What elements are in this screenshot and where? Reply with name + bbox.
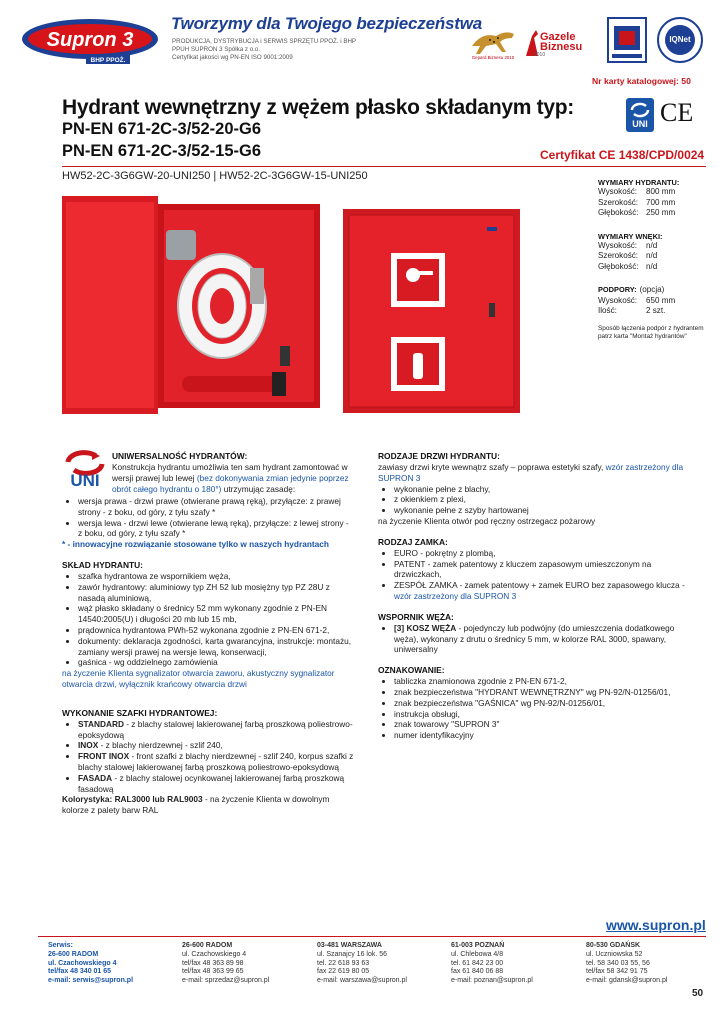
- iqnet-label: IQNet: [669, 35, 691, 44]
- universal-text-part: Konstrukcja hydrantu umożliwia ten sam hydrant zamontować w wersji prawej lub lewej: [112, 462, 348, 483]
- supports-note: Sposób łączenia podpór z hydrantem patrz karta "Montaż hydrantów": [598, 324, 704, 340]
- footer-line: ul. Czachowskiego 4: [182, 950, 247, 958]
- universal-text-part: utrzymując zasadę:: [221, 483, 296, 494]
- footer-line: tel/fax 48 363 89 98: [182, 959, 244, 967]
- footer-gdansk: [586, 942, 706, 986]
- footer-service: [48, 942, 168, 986]
- list-item: • znak towarowy "SUPRON 3": [394, 719, 688, 730]
- list-item: • szafka hydrantowa ze wspornikiem węża,: [78, 571, 354, 582]
- footer-line: tel/fax 48 363 99 65: [182, 968, 244, 976]
- list-item: [78, 773, 354, 795]
- list-item: • znak bezpieczeństwa "GAŚNICA" wg PN-92/N-01256/01,: [394, 698, 688, 709]
- list-item: • zawór hydrantowy: aluminiowy typ ZH 52 lub mosiężny typ PZ 28U z nasadą aluminiową,: [78, 582, 354, 604]
- list-item: • dokumenty: deklaracja zgodności, karta gwarancyjna, instrukcje: montażu, zamiany wersji prawej na wersje lewą, konserwacji,: [78, 636, 354, 658]
- item-bold: INOX: [78, 740, 99, 751]
- list-item: [78, 740, 354, 751]
- uni-logo-label: UNI: [70, 471, 100, 490]
- list-item: [394, 623, 688, 655]
- supron-logo: [20, 18, 160, 64]
- spec-row: [598, 198, 710, 209]
- footer-line: e-mail: warszawa@supron.pl: [317, 977, 407, 985]
- footer-line: 26-600 RADOM: [48, 950, 99, 958]
- hydrant-dims-title: WYMIARY HYDRANTU:: [598, 178, 680, 187]
- list-item: • prądownica hydrantowa PWh-52 wykonana zgodnie z PN-EN 671-2,: [78, 625, 354, 636]
- footer-divider: [38, 936, 706, 937]
- universal-list: [62, 496, 354, 816]
- website-link[interactable]: www.supron.pl: [606, 917, 706, 933]
- niche-dims-title: WYMIARY WNĘKI:: [598, 231, 663, 241]
- list-item: [394, 559, 688, 581]
- spec-value: 800 mm: [646, 187, 676, 196]
- item-bold: FRONT INOX: [78, 751, 130, 762]
- spec-value: 250 mm: [646, 208, 676, 217]
- company-line-1: PRODUKCJA, DYSTRYBUCJA i SERWIS SPRZĘTU PPOŻ. i BHP: [172, 38, 357, 45]
- right-column: [378, 451, 688, 741]
- footer-line: e-mail: sprzedaz@supron.pl: [182, 977, 270, 985]
- doors-text-part: zawiasy drzwi kryte wewnątrz szafy – poprawa estetyki szafy,: [378, 462, 606, 472]
- composition-title: SKŁAD HYDRANTU:: [62, 559, 143, 570]
- footer-line: 61-003 POZNAŃ: [451, 942, 505, 949]
- gepard-badge-label: Gepard Biznesu 2010: [471, 55, 515, 60]
- slogan: Tworzymy dla Twojego bezpieczeństwa: [171, 14, 483, 33]
- list-item: • tabliczka znamionowa zgodnie z PN-EN 671-2,: [394, 676, 688, 687]
- product-codes: HW52-2C-3G6GW-20-UNI250 | HW52-2C-3G6GW-15-UNI250: [62, 170, 368, 182]
- spec-value: 650 mm: [646, 295, 676, 305]
- spec-row: [598, 187, 710, 198]
- spec-key: Szerokość:: [598, 197, 639, 207]
- universal-section: [112, 451, 352, 494]
- list-item: • gaśnica - wg oddzielnego zamówienia: [78, 657, 354, 668]
- spec-row: [598, 251, 710, 262]
- gazele-year: 2010: [534, 52, 546, 58]
- item-text: - z blachy nierdzewnej - szlif 240,: [98, 740, 223, 751]
- item-text: - z blachy stalowej lakierowanej farbą proszkową poliestrowo-epoksydową: [78, 718, 353, 740]
- item-text: - pojedynczy lub podwójny (do umieszczenia dodatkowego węża), wykonany z drutu o średnicy 5 mm, w kolorze RAL 3000, spawany, uniwersalny: [394, 622, 675, 655]
- catalog-number: Nr karty katalogowej: 50: [592, 76, 691, 86]
- hose-title: WSPORNIK WĘŻA:: [378, 611, 454, 622]
- doors-text-highlight: wzór zastrzeżony dla SUPRON 3: [378, 462, 684, 483]
- composition-note: na życzenie Klienta sygnalizator otwarcia zaworu, akustyczny sygnalizator otwarcia drzwi, wyłącznik krańcowy otwarcia drzwi: [62, 668, 335, 689]
- item-text: EURO - pokrętny z plombą,: [394, 547, 496, 558]
- page-title: Hydrant wewnętrzny z wężem płasko składanym typ:: [62, 96, 574, 119]
- list-item: [78, 751, 354, 773]
- title-divider: [62, 166, 706, 167]
- doors-title: RODZAJE DRZWI HYDRANTU:: [378, 451, 500, 461]
- list-item: • numer identyfikacyjny: [394, 730, 688, 741]
- list-item: • z okienkiem z plexi,: [394, 494, 688, 505]
- company-line-3: Certyfikat jakości wg PN-EN ISO 9001:2009: [172, 54, 293, 61]
- doors-text: [378, 462, 688, 484]
- hydrant-closed-photo: [343, 209, 520, 413]
- specs-panel: [598, 178, 710, 341]
- supports-title: PODPORY:: [598, 285, 637, 294]
- ce-certificate: Certyfikat CE 1438/CPD/0024: [540, 148, 705, 162]
- supports-title-row: [598, 285, 710, 296]
- spec-key: Wysokość:: [598, 240, 638, 250]
- list-item: • wykonanie pełne z blachy,: [394, 484, 688, 495]
- uni-logo: [62, 448, 108, 492]
- spec-key: Wysokość:: [598, 295, 638, 305]
- universal-text: [112, 462, 352, 494]
- doors-note: na życzenie Klienta otwór pod ręczny ostrzegacz pożarowy: [378, 515, 596, 526]
- item-bold: [3] KOSZ WĘŻA: [394, 622, 457, 633]
- list-item: [394, 580, 688, 602]
- spec-key: Szerokość:: [598, 251, 639, 260]
- item-text: ZESPÓŁ ZAMKA - zamek patentowy + zamek EURO bez zapasowego klucza -: [394, 580, 685, 591]
- spec-key: Ilość:: [598, 306, 617, 315]
- item-text: - z blachy stalowej ocynkowanej lakierowanej farbą proszkową fasadową: [78, 772, 345, 794]
- list-item: • znak bezpieczeństwa "HYDRANT WEWNĘTRZNY" wg PN-92/N-01256/01,: [394, 687, 688, 698]
- list-item: [78, 719, 354, 741]
- item-bold: STANDARD: [78, 718, 124, 729]
- universal-text-highlight: (bez dokonywania zmian jedynie poprzez obrót całego hydrantu o 180°): [112, 472, 349, 494]
- spec-row: [598, 262, 710, 273]
- spec-row: [598, 296, 710, 307]
- footer-warszawa: [317, 942, 437, 986]
- uni-mark-label: UNI: [632, 119, 648, 129]
- item-text: - front szafki z blachy nierdzewnej - szlif 240, korpus szafki z blachy stalowej lakierowanej farbą proszkową poliestrowo-epoksydową: [78, 751, 354, 772]
- standard-2: PN-EN 671-2C-3/52-15-G6: [62, 142, 261, 160]
- list-item: • wersja prawa - drzwi prawe (otwierane prawą ręką), przyłącze: z prawej strony - z boku, od góry, z tyłu szafy *: [78, 496, 354, 518]
- spec-row: [598, 241, 710, 252]
- spec-key: Głębokość:: [598, 261, 639, 271]
- uni-arrows-icon: [626, 100, 654, 120]
- spec-key: Głębokość:: [598, 208, 639, 217]
- colors-label: Kolorystyka: RAL3000 lub RAL9003: [62, 794, 203, 805]
- footer-line: 80-530 GDAŃSK: [586, 942, 641, 949]
- footer-line: tel/fax 48 340 01 65: [48, 968, 112, 976]
- footer-line: 03-481 WARSZAWA: [317, 942, 382, 949]
- cabinet-title: WYKONANIE SZAFKI HYDRANTOWEJ:: [62, 707, 218, 718]
- footer-line: e-mail: poznan@supron.pl: [451, 977, 533, 985]
- lock-title: RODZAJ ZAMKA:: [378, 536, 448, 547]
- footer-line: tel. 61 842 23 00: [451, 959, 504, 967]
- list-item: • wąż płasko składany o średnicy 52 mm wykonany zgodnie z PN-EN 14540:2005(U) i długości 20 mb lub 15 mb,: [78, 603, 354, 625]
- spec-value: n/d: [646, 261, 658, 271]
- footer-radom: [182, 942, 302, 986]
- colors-line: [62, 794, 354, 816]
- footer-line: e-mail: gdansk@supron.pl: [586, 977, 668, 985]
- footer-line: Serwis:: [48, 942, 73, 949]
- spec-row: [598, 306, 710, 317]
- footer-line: ul. Chlebowa 4/8: [451, 950, 504, 958]
- spec-row: [598, 208, 710, 219]
- spec-key: Wysokość:: [598, 187, 638, 196]
- item-text: PATENT - zamek patentowy z kluczem zapasowym umieszczonym na drzwiczkach,: [394, 558, 652, 580]
- universal-note: * - innowacyjne rozwiązanie stosowane tylko w naszych hydrantach: [62, 539, 329, 550]
- gazele-badge: [524, 22, 588, 62]
- marking-title: OZNAKOWANIE:: [378, 665, 445, 676]
- footer-line: tel. 22 618 93 63: [317, 959, 370, 967]
- spec-value: 700 mm: [646, 197, 676, 207]
- gazele-label: Gazele Biznesu: [540, 31, 583, 53]
- hydrant-open-photo: [62, 196, 320, 414]
- item-bold: FASADA: [78, 772, 113, 783]
- cert-badge-shield: [606, 16, 648, 64]
- spec-value: n/d: [646, 251, 658, 260]
- list-item: • wykonanie pełne z szyby hartowanej: [394, 505, 688, 516]
- footer-line: e-mail: serwis@supron.pl: [48, 977, 134, 985]
- footer-line: fax 22 619 80 05: [317, 968, 370, 976]
- page-number: 50: [692, 988, 704, 999]
- spec-value: n/d: [646, 240, 658, 250]
- brand-name: Supron 3: [46, 29, 134, 51]
- footer-line: ul. Szanajcy 16 lok. 56: [317, 950, 388, 958]
- colors-text: - na życzenie Klienta w dowolnym kolorze z palety barw RAL: [62, 794, 330, 816]
- uni-mark: [626, 98, 654, 132]
- iqnet-badge: [656, 16, 704, 66]
- footer-poznan: [451, 942, 571, 986]
- universal-title: UNIWERSALNOŚĆ HYDRANTÓW:: [112, 451, 248, 461]
- list-item: • wersja lewa - drzwi lewe (otwierane lewą ręką), przyłącze: z lewej strony - z boku, od góry, z tyłu szafy *: [78, 518, 354, 540]
- list-item: [394, 548, 688, 559]
- certification-shield-icon: [606, 16, 648, 64]
- brand-subtitle: BHP PPOŻ.: [90, 57, 126, 64]
- company-info: [172, 38, 356, 62]
- footer-line: fax 61 840 06 88: [451, 968, 504, 976]
- ce-mark: CE: [660, 98, 694, 127]
- item-highlight: wzór zastrzeżony dla SUPRON 3: [394, 590, 517, 601]
- footer-line: 26-600 RADOM: [182, 942, 233, 949]
- spec-value: 2 szt.: [646, 306, 666, 315]
- footer-line: ul. Czachowskiego 4: [48, 959, 117, 967]
- footer-line: tel/fax 58 342 91 75: [586, 968, 648, 976]
- supports-optional: (opcja): [639, 285, 665, 294]
- gepard-badge: [468, 18, 518, 64]
- company-line-2: PPUH SUPRON 3 Spółka z o.o.: [172, 46, 261, 53]
- list-item: • instrukcja obsługi,: [394, 709, 688, 720]
- footer-line: tel. 58 340 03 55, 56: [586, 959, 650, 967]
- standard-1: PN-EN 671-2C-3/52-20-G6: [62, 120, 261, 138]
- footer-line: ul. Uczniowska 52: [586, 950, 643, 958]
